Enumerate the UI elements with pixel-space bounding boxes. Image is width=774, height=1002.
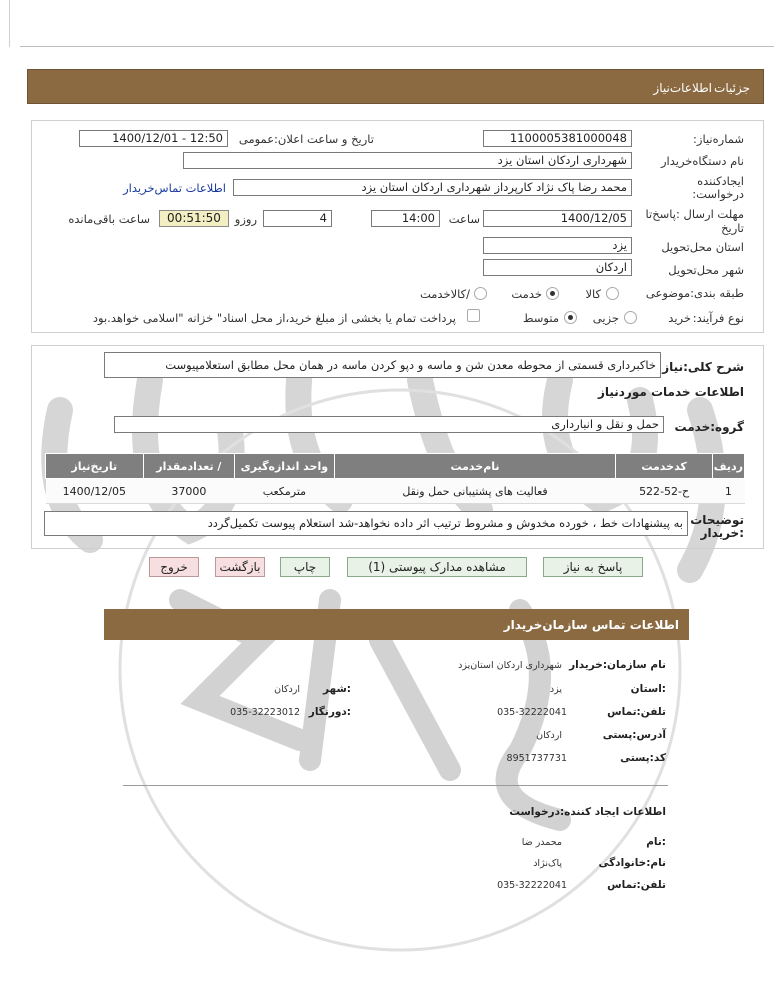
category-goods-service-radio[interactable] bbox=[474, 287, 487, 300]
treasury-payment-note: پرداخت تمام یا بخشی از مبلغ خرید،از محل اسناد" خزانه "اسلامی خواهد.بود bbox=[92, 311, 456, 325]
cell-unit: مترمکعب bbox=[235, 479, 334, 504]
col-service-code: کدخدمت bbox=[616, 454, 712, 479]
process-partial-radio[interactable] bbox=[624, 311, 637, 324]
contact-fax-value: 035-32223012 bbox=[230, 707, 300, 718]
top-divider bbox=[20, 46, 774, 47]
remaining-timer: 00:51:50 bbox=[159, 210, 229, 227]
left-border-line bbox=[9, 0, 10, 47]
buyer-org-field: شهرداری اردکان استان یزد bbox=[183, 152, 632, 169]
category-goods-service-label: /کالاخدمت bbox=[419, 287, 470, 301]
tab-need-info[interactable]: اطلاعات‌نیاز bbox=[653, 81, 712, 95]
announce-label: تاریخ و ساعت اعلان:عمومی bbox=[238, 132, 374, 146]
process-partial-label: جزیی bbox=[592, 311, 619, 325]
contact-org-value: شهرداری اردکان استان‌یزد bbox=[458, 660, 562, 671]
time-label: ساعت bbox=[448, 212, 480, 226]
col-need-date: تاریخ‌نیاز bbox=[46, 454, 144, 479]
creator-family-value: پاک‌نژاد bbox=[533, 858, 562, 869]
view-attachments-button[interactable]: مشاهده مدارک پیوستی (1) bbox=[347, 557, 527, 577]
process-buy-label: خرید bbox=[668, 311, 691, 325]
province-field: یزد bbox=[483, 237, 632, 254]
province-label: استان محل‌تحویل bbox=[661, 240, 744, 254]
category-service-label: خدمت bbox=[511, 287, 542, 301]
summary-field: خاکبرداری قسمتی از محوطه معدن شن و ماسه و دپو کردن ماسه در همان محل مطابق استعلامپیوست bbox=[104, 352, 661, 378]
cell-service-code: ح-52-522 bbox=[616, 479, 712, 504]
process-medium-label: متوسط bbox=[522, 311, 559, 325]
contact-postal-value: 8951737731 bbox=[506, 753, 567, 764]
cell-need-date: 1400/12/05 bbox=[46, 479, 144, 504]
buyer-notes-label-2: :خریدار bbox=[700, 526, 744, 540]
service-group-field: حمل و نقل و انبارداری bbox=[114, 416, 664, 433]
buyer-contact-link[interactable]: اطلاعات تماس‌خریدار bbox=[123, 181, 226, 195]
category-label: طبقه بندی:موضوعی bbox=[645, 286, 744, 300]
col-service-name: نام‌خدمت bbox=[334, 454, 616, 479]
contact-address-label: آدرس:پستی bbox=[602, 729, 666, 741]
services-table bbox=[45, 453, 745, 504]
creator-name-label: :نام bbox=[646, 836, 666, 848]
contact-postal-label: کد:پستی bbox=[620, 752, 666, 764]
contact-org-label: نام سازمان:خریدار bbox=[569, 659, 666, 671]
creator-phone-value: 035-32222041 bbox=[497, 880, 567, 891]
deadline-time-field: 14:00 bbox=[371, 210, 440, 227]
category-service-radio[interactable] bbox=[546, 287, 559, 300]
contact-phone-label: تلفن:تماس bbox=[607, 706, 666, 718]
buyer-contact-title: اطلاعات تماس سازمان‌خریدار bbox=[503, 618, 679, 632]
need-number-label: شماره‌نیاز: bbox=[693, 132, 744, 146]
back-button[interactable]: بازگشت bbox=[215, 557, 265, 577]
col-quantity: / تعدادمقدار bbox=[143, 454, 235, 479]
cell-row: 1 bbox=[712, 479, 744, 504]
deadline-label-2: تاریخ bbox=[721, 221, 744, 235]
process-medium-radio[interactable] bbox=[564, 311, 577, 324]
creator-name-value: محمدر ضا bbox=[521, 837, 562, 848]
contact-city-value: اردکان bbox=[274, 684, 300, 695]
cell-service-name: فعالیت های پشتیبانی حمل ونقل bbox=[334, 479, 616, 504]
reply-button[interactable]: پاسخ به نیاز bbox=[543, 557, 643, 577]
need-number-field: 1100005381000048 bbox=[483, 130, 632, 147]
creator-family-label: نام:خانوادگی bbox=[598, 857, 666, 869]
buyer-org-label: نام دستگاه‌خریدار bbox=[660, 154, 744, 168]
contact-divider bbox=[123, 785, 668, 786]
col-unit: واحد اندازه‌گیری bbox=[235, 454, 334, 479]
print-button[interactable]: چاپ bbox=[280, 557, 330, 577]
service-group-label: گروه:خدمت bbox=[674, 420, 744, 434]
city-field: اردکان bbox=[483, 259, 632, 276]
table-row bbox=[46, 479, 745, 504]
buyer-contact-header bbox=[104, 609, 689, 640]
contact-fax-label: :دورنگار bbox=[308, 706, 351, 718]
category-goods-label: کالا bbox=[585, 287, 601, 301]
creator-info-title: اطلاعات ایجاد کننده:درخواست bbox=[509, 806, 666, 818]
buyer-notes-field: به پیشنهادات خط ، خورده مخدوش و مشروط ترتیب اثر داده نخواهد-شد استعلام پیوست تکمیل‌گردد bbox=[44, 511, 688, 536]
deadline-label-1: مهلت ارسال :پاسخ‌تا bbox=[645, 207, 744, 221]
contact-phone-value: 035-32222041 bbox=[497, 707, 567, 718]
treasury-payment-checkbox[interactable] bbox=[467, 309, 480, 322]
tab-details[interactable]: جزئیات bbox=[714, 81, 750, 95]
buyer-notes-label-1: توضیحات bbox=[690, 513, 744, 527]
contact-address-value: اردکان bbox=[536, 730, 562, 741]
city-label: شهر محل‌تحویل bbox=[668, 263, 744, 277]
days-field: 4 bbox=[263, 210, 332, 227]
process-label: نوع فرآیند: bbox=[692, 311, 744, 325]
announce-field: 1400/12/01 - 12:50 bbox=[79, 130, 228, 147]
contact-province-label: :استان bbox=[630, 683, 666, 695]
remaining-label: ساعت باقی‌مانده bbox=[68, 212, 150, 226]
summary-label: شرح کلی:نیاز bbox=[662, 360, 744, 374]
creator-phone-label: تلفن:تماس bbox=[607, 879, 666, 891]
contact-province-value: یزد bbox=[549, 684, 562, 695]
creator-label-1: ایجادکننده bbox=[697, 174, 744, 188]
category-goods-radio[interactable] bbox=[606, 287, 619, 300]
cell-quantity: 37000 bbox=[143, 479, 235, 504]
contact-city-label: :شهر bbox=[323, 683, 351, 695]
days-label: روزو bbox=[234, 212, 257, 226]
creator-label-2: درخواست: bbox=[692, 187, 744, 201]
deadline-date-field: 1400/12/05 bbox=[483, 210, 632, 227]
services-title: اطلاعات خدمات موردنیاز bbox=[597, 385, 744, 399]
col-row: ردیف bbox=[712, 454, 744, 479]
creator-field: محمد رضا پاک نژاد کارپرداز شهرداری اردکان استان یزد bbox=[233, 179, 632, 196]
details-header-bar bbox=[27, 69, 764, 104]
exit-button[interactable]: خروج bbox=[149, 557, 199, 577]
